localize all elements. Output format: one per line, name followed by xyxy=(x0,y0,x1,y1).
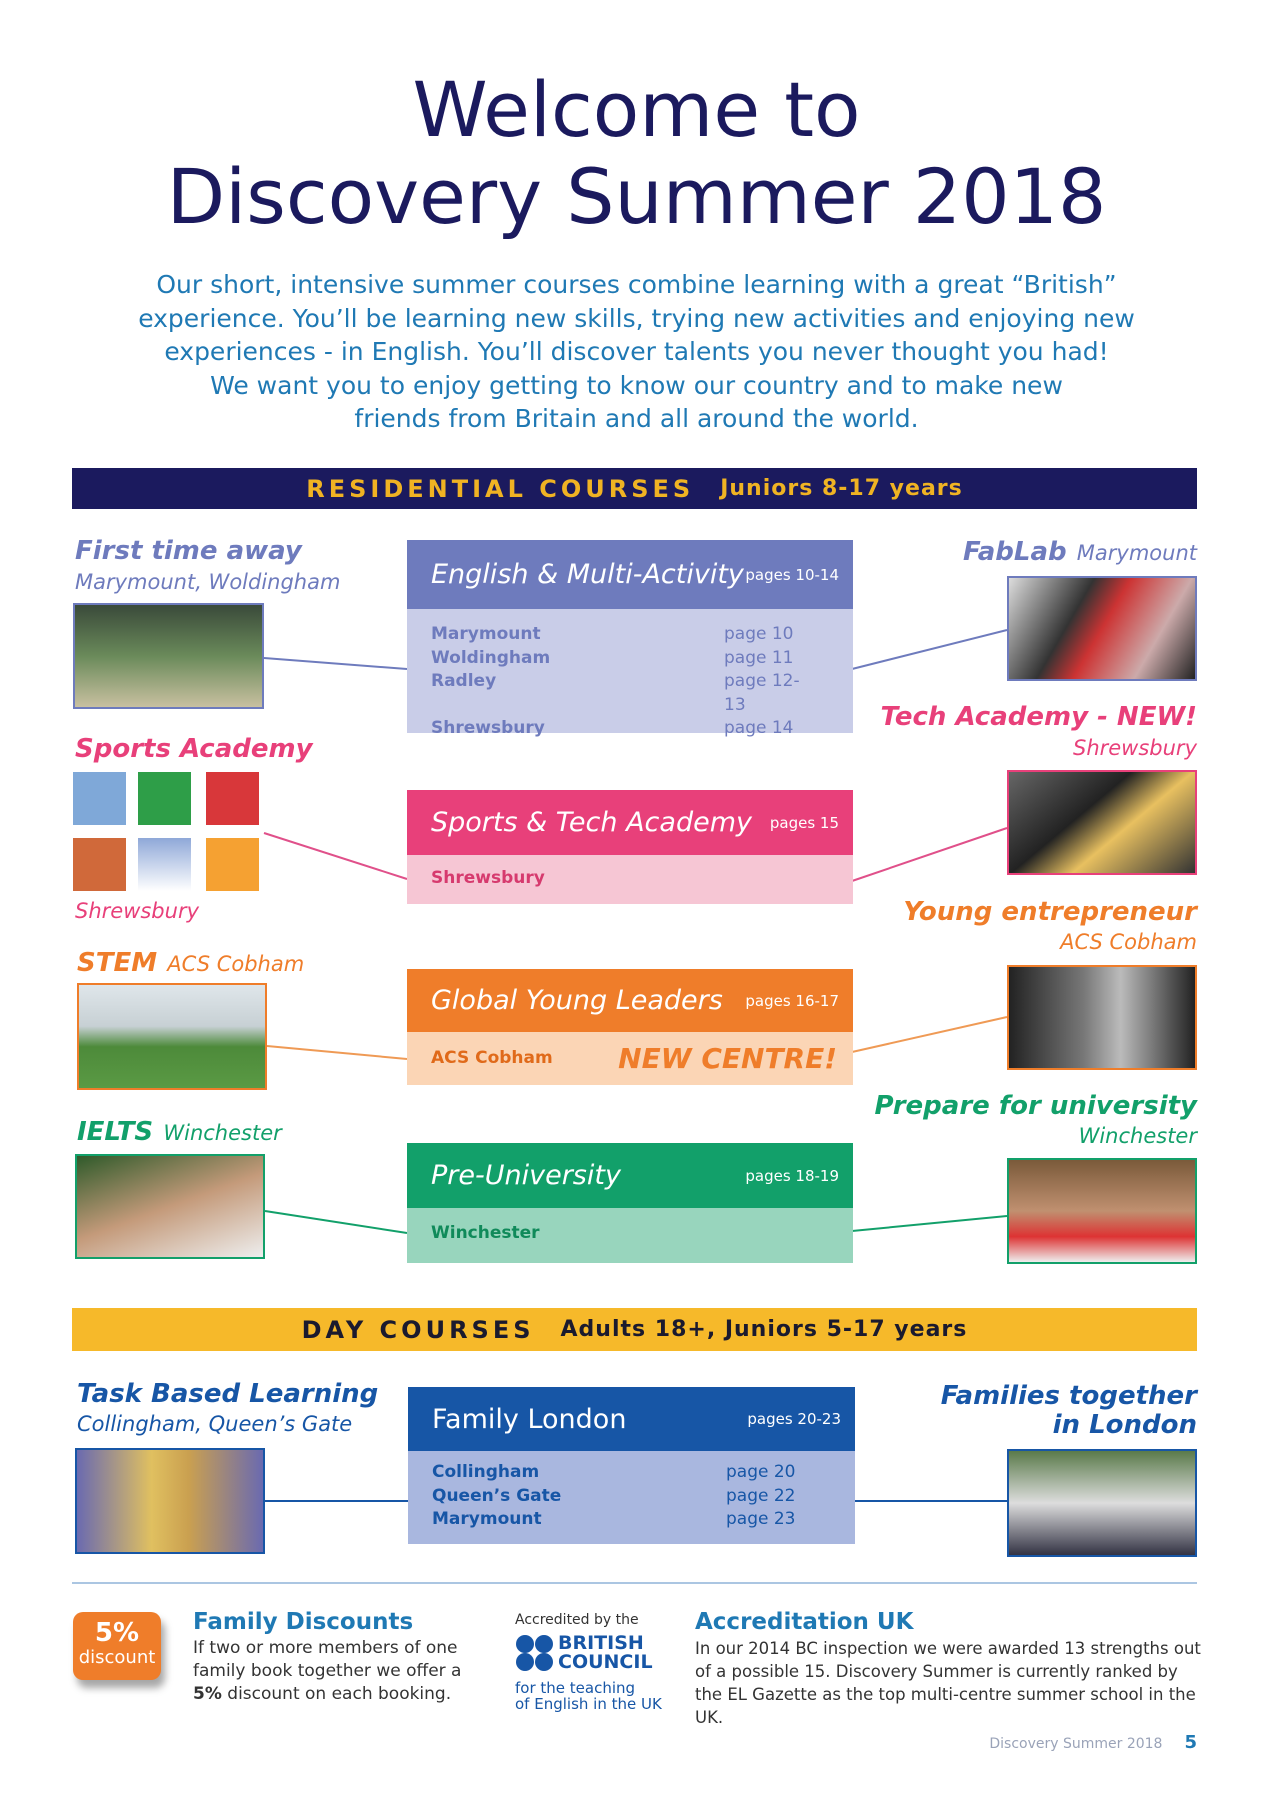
family-bold: 5% xyxy=(193,1684,222,1704)
right-label-sub: Shrewsbury xyxy=(1072,736,1197,760)
quad-bike-icon xyxy=(206,838,259,891)
centre-page: page 12-13 xyxy=(724,671,800,715)
photo-tech-academy xyxy=(1007,770,1197,875)
golf-icon xyxy=(138,772,191,825)
course-name: Pre-University xyxy=(431,1160,621,1191)
photo-young-entrepreneur xyxy=(1007,965,1197,1070)
bc-bottom: for the teaching xyxy=(515,1679,636,1697)
page-title-line1: Welcome to xyxy=(412,65,861,154)
course-global-young-leaders[interactable] xyxy=(407,969,853,1085)
bc-name: BRITISH xyxy=(558,1632,644,1654)
connector-line xyxy=(264,833,407,879)
left-label-stem xyxy=(77,948,304,978)
right-label-fablab xyxy=(963,537,1197,567)
horse-riding-icon xyxy=(73,838,126,891)
right-label-title: Young entrepreneur xyxy=(903,897,1197,927)
centre-page: page 23 xyxy=(726,1509,796,1529)
right-label-title: FabLab xyxy=(962,537,1067,567)
badge-percent: 5% xyxy=(94,1618,140,1648)
centre-page: page 14 xyxy=(724,718,794,738)
left-label-title: Sports Academy xyxy=(75,734,313,764)
connector-line xyxy=(852,828,1007,881)
banner-ages: Juniors 8-17 years xyxy=(720,476,963,501)
left-label-title: First time away xyxy=(75,536,302,566)
centre-name: Collingham xyxy=(432,1462,540,1482)
centre-name: Shrewsbury xyxy=(431,718,545,738)
day-courses-banner xyxy=(72,1308,1197,1351)
connector-line xyxy=(265,1211,407,1233)
family-discounts-title: Family Discounts xyxy=(193,1609,414,1635)
centre-name: Queen’s Gate xyxy=(432,1485,562,1506)
intro-line: friends from Britain and all around the world. xyxy=(354,404,919,433)
left-label-sub: ACS Cobham xyxy=(167,952,305,976)
british-council-dots-icon xyxy=(515,1634,555,1672)
left-label-sub: Winchester xyxy=(163,1121,282,1145)
family-text: discount on each booking. xyxy=(221,1684,452,1704)
accreditation-text: In our 2014 BC inspection we were awarded 13 strengths out of a possible 15. Discovery Summer is currently ranked by the EL Gazette as the top multi-centre summer school in the UK. xyxy=(695,1639,1201,1727)
centre-page: page 20 xyxy=(726,1462,796,1482)
accreditation-uk xyxy=(695,1609,1205,1729)
right-label-sub: Winchester xyxy=(1078,1124,1197,1148)
connector-line xyxy=(852,1216,1007,1231)
right-label-title: Tech Academy - NEW! xyxy=(880,702,1197,732)
page-footer xyxy=(989,1732,1197,1753)
centre-name: Marymount xyxy=(432,1509,542,1529)
banner-ages: Adults 18+, Juniors 5-17 years xyxy=(560,1317,968,1342)
photo-first-time-away xyxy=(73,603,264,709)
connector-line xyxy=(852,630,1007,669)
photo-families-together xyxy=(1007,1449,1197,1557)
british-council-logo xyxy=(515,1612,665,1712)
right-label-sub: ACS Cobham xyxy=(1060,930,1197,954)
tennis-icon xyxy=(73,772,126,825)
photo-ielts xyxy=(75,1154,265,1259)
footer-label: Discovery Summer 2018 xyxy=(989,1736,1163,1752)
new-centre-badge: NEW CENTRE! xyxy=(618,1041,837,1075)
left-label-ielts xyxy=(77,1117,282,1147)
climbing-icon xyxy=(138,838,191,891)
bc-top: Accredited by the xyxy=(515,1612,639,1628)
connector-line xyxy=(267,1046,407,1059)
page-title-line2: Discovery Summer 2018 xyxy=(166,152,1107,241)
course-family-london[interactable] xyxy=(408,1387,855,1544)
intro-line: We want you to enjoy getting to know our country and to make new xyxy=(210,370,1063,400)
intro-line: Our short, intensive summer courses combine learning with a great “British” xyxy=(156,270,1117,299)
right-label-sub: Marymount xyxy=(1076,541,1197,565)
photo-prepare-for-university xyxy=(1007,1158,1197,1264)
course-name: Family London xyxy=(432,1403,627,1435)
connector-line xyxy=(264,658,407,669)
course-pages: pages 18-19 xyxy=(745,1166,839,1185)
dance-icon xyxy=(206,772,259,825)
family-discounts xyxy=(193,1609,483,1706)
connector-line xyxy=(852,1017,1007,1052)
right-label-title: Prepare for university xyxy=(874,1091,1197,1121)
banner-label: DAY COURSES xyxy=(301,1315,535,1344)
right-label-families xyxy=(941,1382,1197,1440)
intro-line: experiences - in English. You’ll discover talents you never thought you had! xyxy=(164,337,1109,366)
left-label-sub: Shrewsbury xyxy=(75,899,200,923)
badge-word: discount xyxy=(78,1647,156,1668)
left-label-sub: Marymount, Woldingham xyxy=(75,570,341,594)
course-name: English & Multi-Activity xyxy=(431,559,744,590)
intro-line: experience. You’ll be learning new skills, trying new activities and enjoying new xyxy=(138,303,1135,333)
photo-task-based-learning xyxy=(75,1448,265,1554)
banner-label: RESIDENTIAL COURSES xyxy=(306,474,695,503)
course-name: Global Young Leaders xyxy=(431,985,723,1016)
photo-fablab xyxy=(1007,576,1197,681)
centre-name: ACS Cobham xyxy=(431,1047,553,1068)
course-pages: pages 20-23 xyxy=(747,1410,841,1428)
accreditation-title: Accreditation UK xyxy=(695,1609,914,1635)
course-english-multi-activity[interactable] xyxy=(407,540,853,738)
right-label-title: in London xyxy=(1052,1410,1197,1440)
centre-page: page 11 xyxy=(724,647,794,668)
bc-name: COUNCIL xyxy=(558,1651,653,1673)
left-label-sub: Collingham, Queen’s Gate xyxy=(77,1412,353,1436)
course-sports-tech-academy[interactable] xyxy=(407,790,853,904)
photo-stem xyxy=(77,983,267,1090)
left-label-title: STEM xyxy=(77,948,158,978)
centre-name: Shrewsbury xyxy=(431,868,545,888)
centre-name: Woldingham xyxy=(431,647,551,668)
course-pages: pages 16-17 xyxy=(745,991,839,1010)
right-label-title: Families together xyxy=(940,1381,1197,1411)
course-name: Sports & Tech Academy xyxy=(431,807,752,838)
course-pages: pages 10-14 xyxy=(745,565,839,584)
bc-bottom: of English in the UK xyxy=(515,1695,662,1713)
centre-name: Marymount xyxy=(431,624,541,644)
centre-name: Winchester xyxy=(431,1223,540,1243)
course-pages: pages 15 xyxy=(769,813,839,832)
left-label-title: IELTS xyxy=(77,1117,154,1147)
family-text: If two or more members of one xyxy=(193,1638,458,1658)
centre-page: page 10 xyxy=(724,624,794,644)
course-pre-university[interactable] xyxy=(407,1143,853,1263)
page-number: 5 xyxy=(1184,1732,1197,1753)
family-text: family book together we offer a xyxy=(193,1661,462,1681)
centre-name: Radley xyxy=(431,671,497,691)
discount-badge xyxy=(73,1612,161,1680)
left-label-title: Task Based Learning xyxy=(77,1379,379,1409)
centre-page: page 22 xyxy=(726,1485,796,1506)
